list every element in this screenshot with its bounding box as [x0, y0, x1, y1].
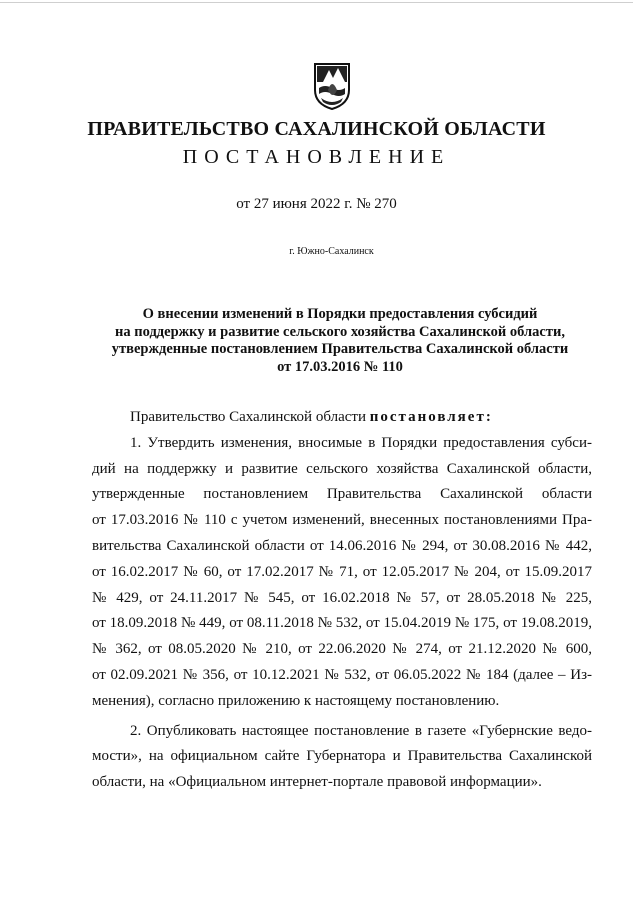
paragraph-line: области, на «Официальном интернет-портале правовой информации».	[92, 774, 542, 791]
preamble-emphasis: постановляет:	[369, 409, 493, 425]
paragraph-line: 1. Утвердить изменения, вносимые в Порядки предоставления субси-	[130, 434, 592, 451]
scan-edge-line	[0, 2, 633, 3]
subject-line: утвержденные постановлением Правительства Сахалинской области	[111, 341, 569, 357]
paragraph-line: № 362, от 08.05.2020 № 210, от 22.06.2020 № 274, от 21.12.2020 № 600,	[92, 641, 592, 658]
paragraph-line: вительства Сахалинской области от 14.06.2016 № 294, от 30.08.2016 № 442,	[92, 537, 592, 554]
paragraph-line: от 02.09.2021 № 356, от 10.12.2021 № 532, от 06.05.2022 № 184 (далее – Из-	[92, 666, 592, 683]
document-body	[92, 405, 592, 796]
preamble-text: Правительство Сахалинской области	[130, 409, 370, 425]
subject-line: на поддержку и развитие сельского хозяйства Сахалинской области,	[115, 323, 565, 340]
document-type: ПОСТАНОВЛЕНИЕ	[182, 146, 451, 168]
paragraph-line: мости», на официальном сайте Губернатора и Правительства Сахалинской	[92, 748, 592, 765]
paragraph-line: от 16.02.2017 № 60, от 17.02.2017 № 71, от 12.05.2017 № 204, от 15.09.2017	[92, 563, 592, 580]
sakhalin-coat-of-arms-icon	[313, 60, 351, 110]
document-date-number: от 27 июня 2022 г. № 270	[236, 196, 397, 212]
subject-line: О внесении изменений в Порядки предоставления субсидий	[142, 306, 538, 322]
preamble	[92, 405, 592, 431]
paragraph-line: № 429, от 24.11.2017 № 545, от 16.02.2018 № 57, от 28.05.2018 № 225,	[92, 589, 592, 606]
paragraph-line: утвержденные постановлением Правительства Сахалинской области	[92, 486, 592, 503]
document-city: г. Южно-Сахалинск	[289, 246, 374, 257]
paragraph-line: менения), согласно приложению к настоящему постановлению.	[92, 692, 500, 709]
paragraph-1	[92, 431, 592, 715]
government-title: ПРАВИТЕЛЬСТВО САХАЛИНСКОЙ ОБЛАСТИ	[87, 118, 546, 140]
paragraph-2	[92, 719, 592, 796]
subject-line: от 17.03.2016 № 110	[277, 358, 403, 375]
paragraph-line: 2. Опубликовать настоящее постановление в газете «Губернские ведо-	[130, 722, 592, 739]
paragraph-line: дий на поддержку и развитие сельского хозяйства Сахалинской области,	[92, 460, 592, 477]
paragraph-line: от 17.03.2016 № 110 с учетом изменений, внесенных постановлениями Пра-	[92, 512, 592, 529]
paragraph-line: от 18.09.2018 № 449, от 08.11.2018 № 532, от 15.04.2019 № 175, от 19.08.2019,	[92, 615, 592, 632]
document-subject	[90, 306, 590, 376]
